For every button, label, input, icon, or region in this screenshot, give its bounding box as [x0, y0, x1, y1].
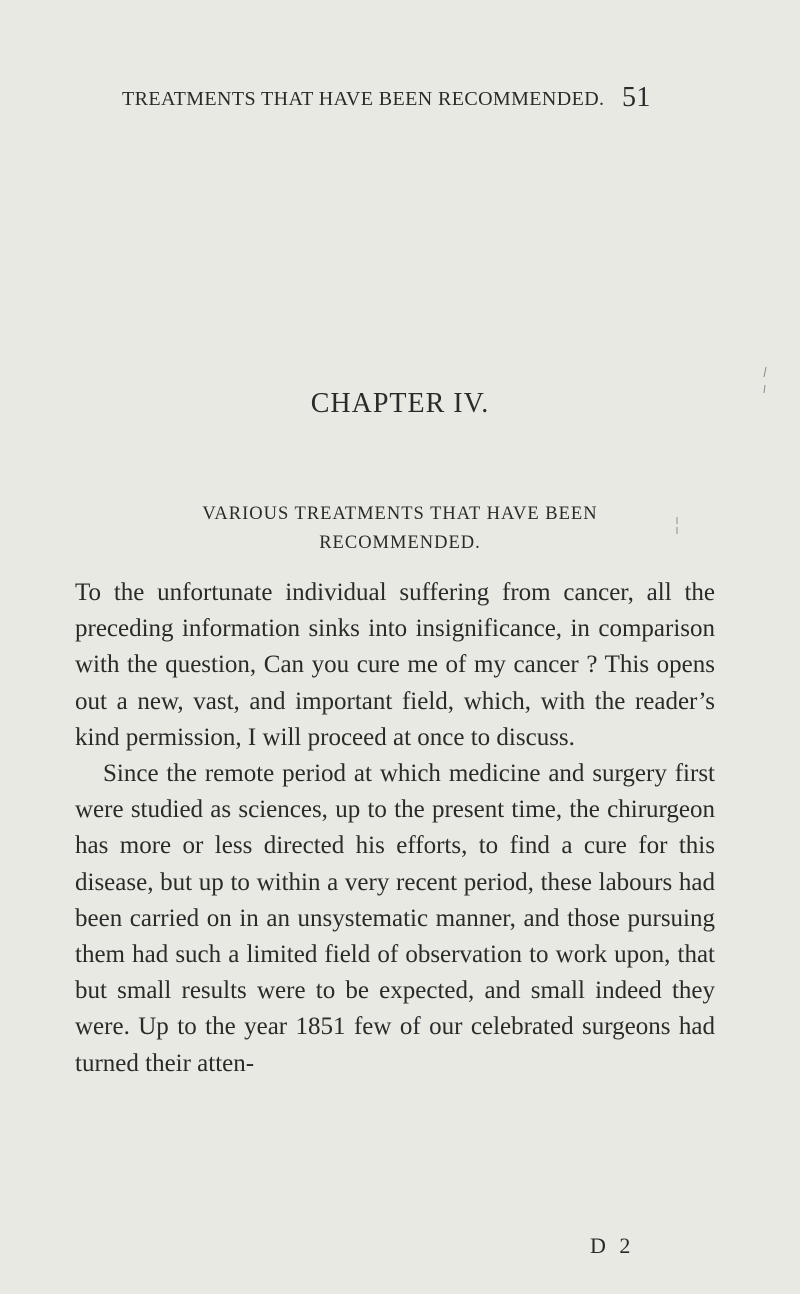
paragraph-2: Since the remote period at which medicine and surgery first were studied as sciences, up to the present time, the chirurgeon has more or less directed his efforts, to find a cure for this disease, but up to within a very recent period, these labours had been carried on in an unsystematic manner, and those pursuing them had such a limited field of observation to work upon, that but small results were to be expected, and small indeed they were. Up to the year 1851 few of our celebrated surgeons had turned their atten- — [75, 760, 715, 1077]
paragraph-1: To the unfortunate individual suffering from cancer, all the preceding information sinks into insignificance, in comparison with the question, Can you cure me of my cancer ? This opens out a new, vast, and important field, which, with the reader’s kind permission, I will proceed at once to discuss. — [75, 579, 715, 751]
signature-mark: D 2 — [590, 1233, 635, 1258]
running-head-title: TREATMENTS THAT HAVE BEEN RECOMMENDED. — [122, 88, 605, 110]
margin-mark-icon — [673, 516, 681, 536]
chapter-heading: CHAPTER IV. — [310, 388, 490, 419]
chapter-title-line-2: RECOMMENDED. — [319, 533, 481, 553]
body-text — [75, 575, 715, 1082]
margin-mark-icon — [760, 365, 772, 395]
page-number: 51 — [622, 82, 651, 113]
chapter-title-line-1: VARIOUS TREATMENTS THAT HAVE BEEN — [202, 504, 598, 524]
